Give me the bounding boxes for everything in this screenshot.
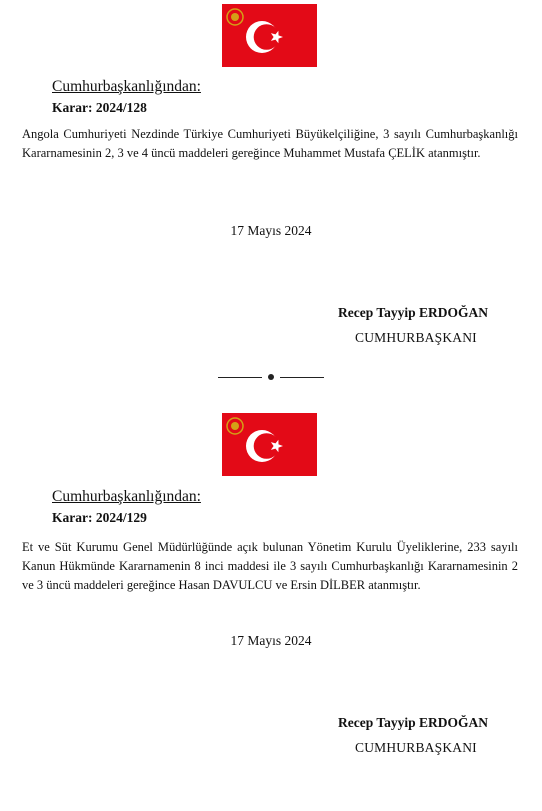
signer-title: CUMHURBAŞKANI [355,330,477,345]
decree-text: Angola Cumhuriyeti Nezdinde Türkiye Cumhuriyeti Büyükelçiliğine, 3 sayılı Cumhurbaşkanlığı Kararnamesinin 2, 3 ve 4 üncü maddeleri gereğince Muhammet Mustafa ÇELİK atanmıştır. [22,127,518,160]
separator-line-left [218,377,262,378]
office-heading: Cumhurbaşkanlığından: [52,488,201,505]
office-heading: Cumhurbaşkanlığından: [52,78,201,95]
separator-line-right [280,377,324,378]
signer-name: Recep Tayyip ERDOĞAN [338,305,489,320]
turkish-flag-icon [222,413,317,476]
decree-date: 17 Mayıs 2024 [230,633,312,648]
turkish-flag-icon [222,4,317,67]
decree-number: Karar: 2024/129 [52,510,147,525]
separator-ornament [218,371,324,383]
decree-date: 17 Mayıs 2024 [230,223,312,238]
decree-text: Et ve Süt Kurumu Genel Müdürlüğünde açık bulunan Yönetim Kurulu Üyeliklerine, 233 sayılı Kanun Hükmünde Kararnamenin 8 inci maddesi ile 3 sayılı Cumhurbaşkanlığı Kararnamesinin 2 ve 3 üncü maddeleri gereğince Hasan DAVULCU ve Ersin DİLBER atanmıştır. [22,540,518,592]
signer-name: Recep Tayyip ERDOĞAN [338,715,489,730]
decree-number: Karar: 2024/128 [52,100,147,115]
separator-dot [268,374,274,380]
signer-title: CUMHURBAŞKANI [355,740,477,755]
